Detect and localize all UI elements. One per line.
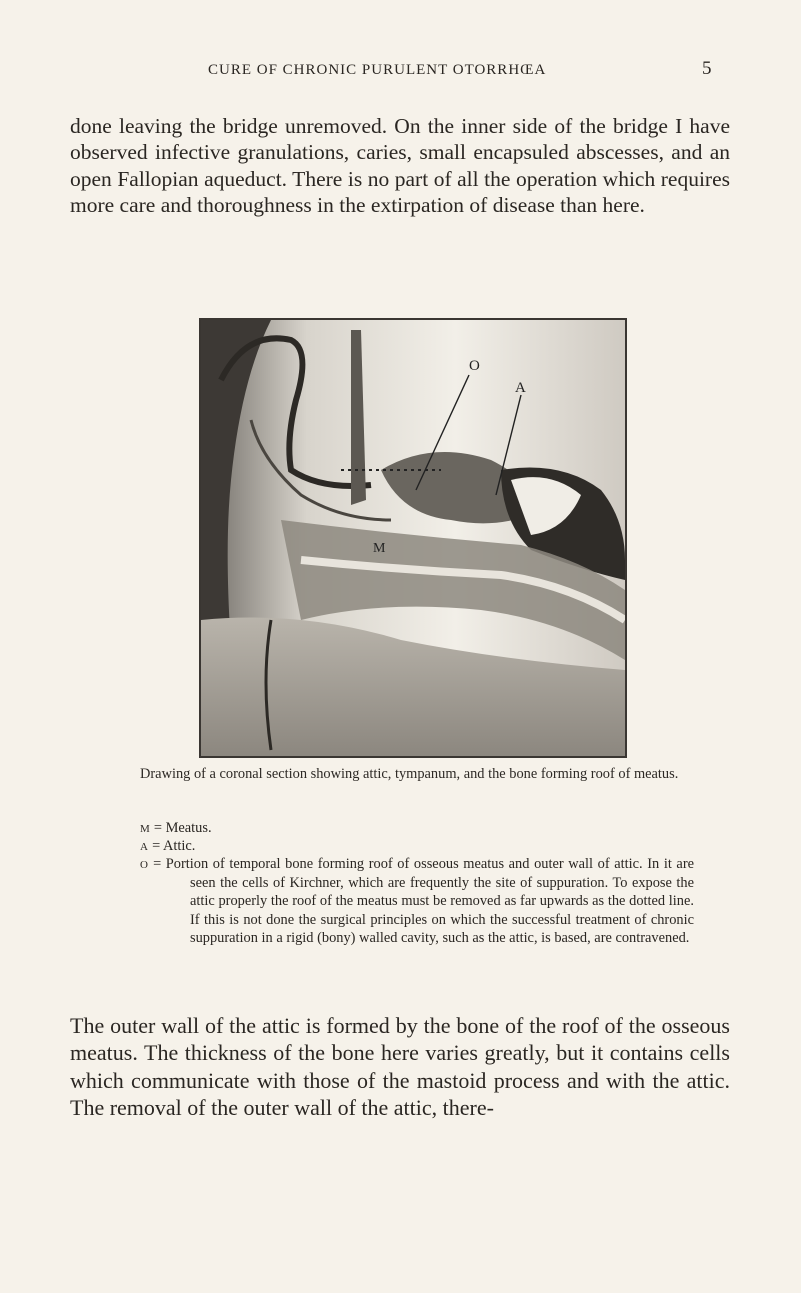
legend-key-o: O [140,859,149,871]
legend-key-m: M [140,823,151,835]
anatomical-figure [199,318,627,758]
legend-o-block [140,855,694,947]
coronal-section-drawing [201,320,625,756]
legend-text-a: = Attic. [152,838,196,854]
legend-meatus [140,819,212,838]
page-number: 5 [702,58,713,79]
legend-attic [140,837,195,856]
paragraph-1: done leaving the bridge unremoved. On the inner side of the bridge I have observed infective granulations, caries, small encapsuled abscesses, and an open Fallopian aqueduct. There is no part of all the operation which requires more care and thoroughness in the extirpation of disease than here. [70,114,730,218]
paragraph-2: The outer wall of the attic is formed by the bone of the roof of the osseous meatus. The thickness of the bone here varies greatly, but it contains cells which communicate with those of the mastoid process and with the attic. The removal of the outer wall of the attic, there- [70,1013,730,1121]
label-m: M [373,541,386,556]
label-o: O [469,358,480,374]
running-title: CURE OF CHRONIC PURULENT OTORRHŒA [208,62,547,78]
figure-caption-title: Drawing of a coronal section showing attic, tympanum, and the bone forming roof of meatus. [140,766,679,782]
legend-text-m: = Meatus. [153,820,212,836]
legend-key-a: A [140,841,149,853]
label-a: A [515,380,526,396]
legend-temporal-bone [140,855,694,947]
legend-text-o: = Portion of temporal bone forming roof of osseous meatus and outer wall of attic. In it are seen the cells of Kirchner, which are frequently the site of suppuration. To expose the attic properly the roof of the meatus must be removed as far upwards as the dotted line. If this is not done the surgical principles on which the successful treatment of chronic suppuration in a rigid (bony) walled cavity, such as the attic, is based, are contravened. [153,856,694,946]
